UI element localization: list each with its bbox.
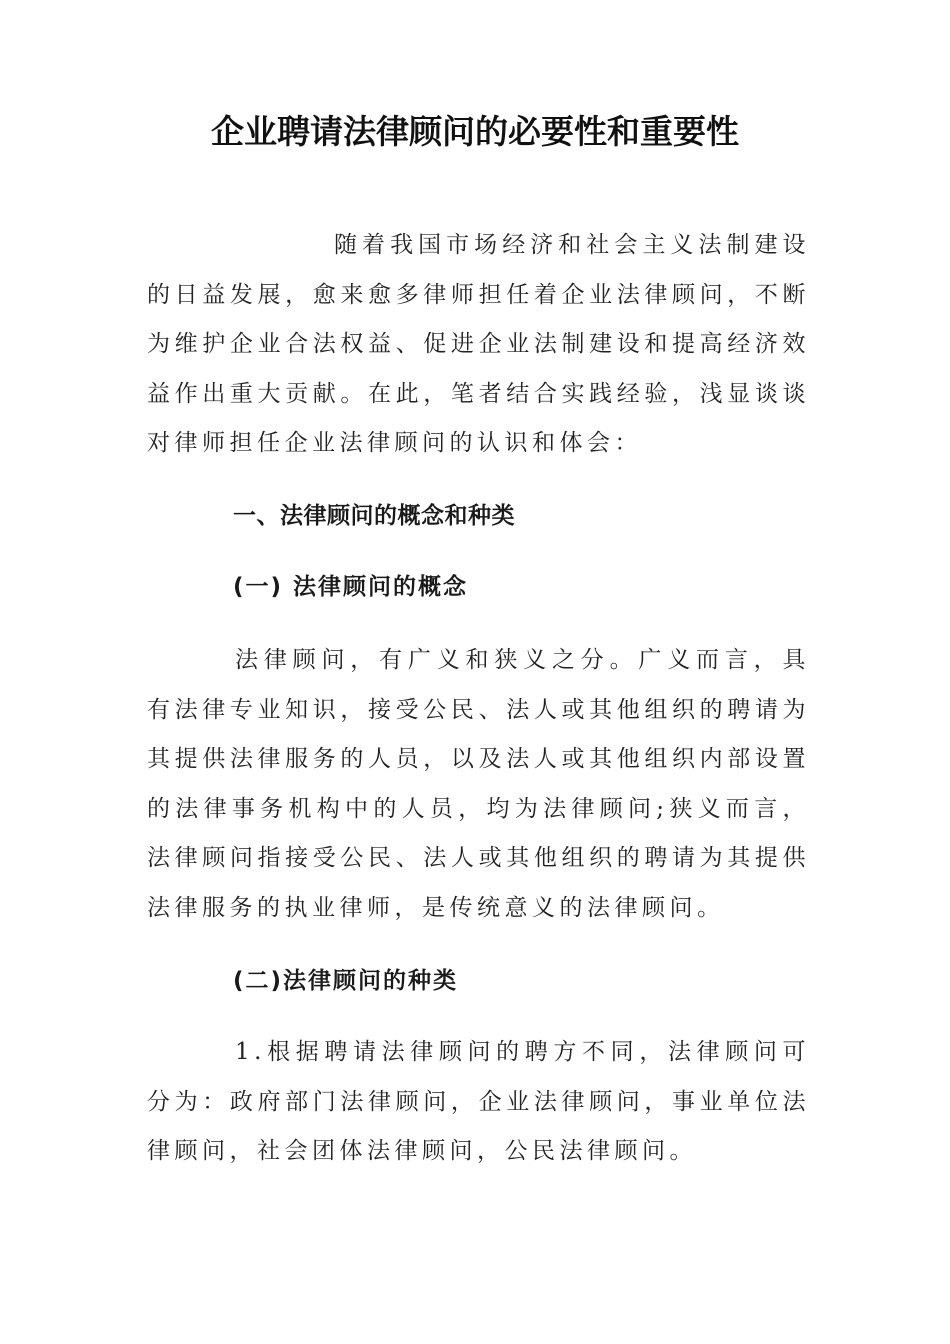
concept-paragraph: 法律顾问，有广义和狭义之分。广义而言，具有法律专业知识，接受公民、法人或其他组织的聘请为其提供法律服务的人员，以及法人或其他组织内部设置的法律事务机构中的人员，均为法律顾问;狭义而言，法律顾问指接受公民、法人或其他组织的聘请为其提供法律服务的执业律师，是传统意义的法律顾问。 <box>147 647 810 921</box>
section-heading-concept-and-types: 一、法律顾问的概念和种类 <box>233 503 515 529</box>
types-paragraph: 1.根据聘请法律顾问的聘方不同，法律顾问可分为：政府部门法律顾问，企业法律顾问，事业单位法律顾问，社会团体法律顾问，公民法律顾问。 <box>147 1039 810 1164</box>
document-title: 企业聘请法律顾问的必要性和重要性 <box>211 112 739 152</box>
intro-paragraph: 随着我国市场经济和社会主义法制建设的日益发展，愈来愈多律师担任着企业法律顾问，不断为维护企业合法权益、促进企业法制建设和提高经济效益作出重大贡献。在此，笔者结合实践经验，浅显谈谈对律师担任企业法律顾问的认识和体会： <box>147 232 810 456</box>
subsection-heading-concept: (一) 法律顾问的概念 <box>233 574 469 600</box>
subsection-heading-types: (二)法律顾问的种类 <box>233 968 459 994</box>
